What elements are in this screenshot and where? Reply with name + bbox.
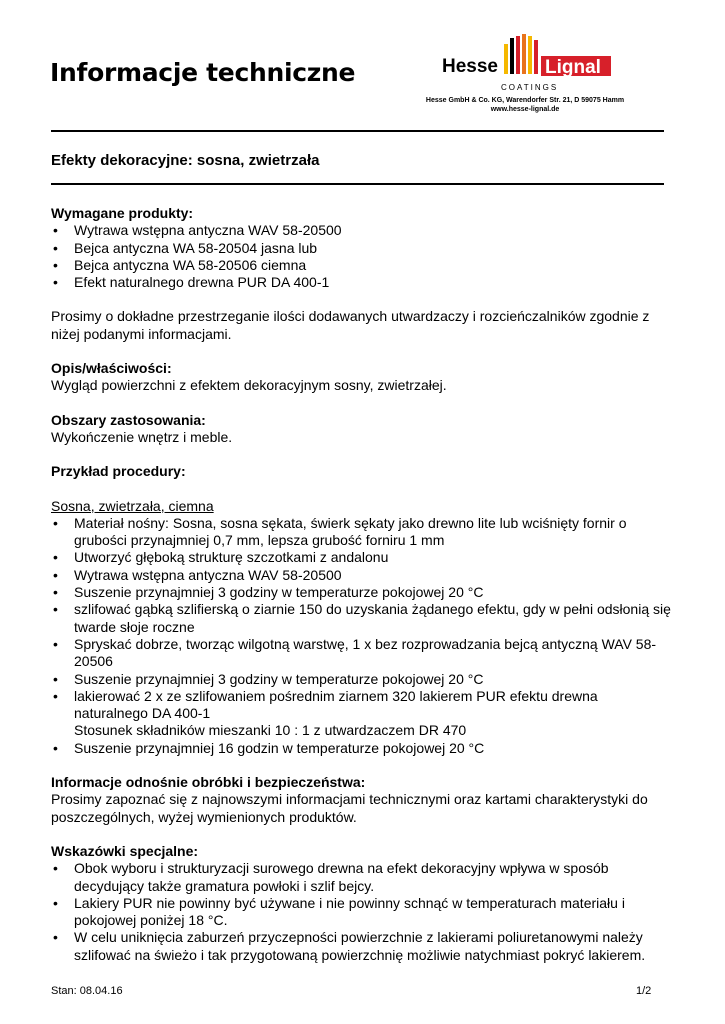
- document-subtitle: Efekty dekoracyjne: sosna, zwietrzała: [51, 152, 320, 169]
- list-item: • Wytrawa wstępna antyczna WAV 58-20500: [51, 222, 671, 239]
- list-item: • W celu uniknięcia zaburzeń przyczepności powierzchnie z lakierami poliuretanowymi należy szlifować na świeżo i tak przygotowaną powierzchnię możliwie natychmiast pokryć lakierem.: [51, 929, 671, 964]
- list-item: • Efekt naturalnego drewna PUR DA 400-1: [51, 274, 671, 291]
- description-text: Wygląd powierzchni z efektem dekoracyjnym sosny, zwietrzałej.: [51, 377, 447, 394]
- safety-heading: Informacje odnośnie obróbki i bezpieczeństwa:: [51, 774, 366, 791]
- list-item: • szlifować gąbką szlifierską o ziarnie 150 do uzyskania żądanego efektu, gdy w pełni odsłonią się twarde słoje roczne: [51, 601, 671, 636]
- safety-text: Prosimy zapoznać się z najnowszymi informacjami technicznymi oraz kartami charakterystyki do poszczególnych, wyżej wymienionych produktów.: [51, 791, 648, 825]
- special-heading: Wskazówki specjalne:: [51, 842, 199, 859]
- company-address: [380, 96, 670, 114]
- footer-date: Stan: 08.04.16: [51, 985, 123, 997]
- list-item: • Suszenie przynajmniej 3 godziny w temperaturze pokojowej 20 °C: [51, 671, 671, 688]
- application-heading: Obszary zastosowania:: [51, 411, 206, 428]
- company-web: www.hesse-lignal.de: [490, 106, 560, 113]
- document-body: [51, 205, 671, 964]
- logo-sub: COATINGS: [501, 83, 559, 92]
- list-item: • Bejca antyczna WA 58-20506 ciemna: [51, 257, 671, 274]
- list-item: • Materiał nośny: Sosna, sosna sękata, świerk sękaty jako drewno lite lub wciśnięty fornir o grubości przynajmniej 0,7 mm, lepsza grubość forniru 1 mm: [51, 515, 671, 550]
- logo-left-word: Hesse: [442, 56, 498, 77]
- list-item-text: lakierować 2 x ze szlifowaniem pośrednim ziarnem 320 lakierem PUR efektu drewna naturalnego DA 400-1: [74, 687, 598, 722]
- procedure-subheading: Sosna, zwietrzała, ciemna: [51, 497, 214, 514]
- products-list: [51, 222, 671, 291]
- list-item: • Lakiery PUR nie powinny być używane i nie powinny schnąć w temperaturach materiału i pokojowej poniżej 18 °C.: [51, 895, 671, 930]
- page-title: Informacje techniczne: [50, 58, 356, 87]
- subtitle-divider: [51, 183, 664, 185]
- special-list: [51, 860, 671, 964]
- products-heading: Wymagane produkty:: [51, 205, 194, 221]
- list-item: • Bejca antyczna WA 58-20504 jasna lub: [51, 240, 671, 257]
- procedure-heading: Przykład procedury:: [51, 463, 186, 480]
- list-item: • Obok wyboru i strukturyzacji surowego drewna na efekt dekoracyjny wpływa w sposób decydujący także gramatura powłoki i szlif bejcy.: [51, 860, 671, 895]
- footer-page-number: 1/2: [636, 985, 652, 997]
- application-text: Wykończenie wnętrz i meble.: [51, 428, 233, 445]
- logo-right-word: Lignal: [545, 57, 601, 78]
- products-note: Prosimy o dokładne przestrzeganie ilości dodawanych utwardzaczy i rozcieńczalników zgodnie z niżej podanymi informacjami.: [51, 308, 650, 342]
- company-line: Hesse GmbH & Co. KG, Warendorfer Str. 21, D 59075 Hamm: [425, 97, 625, 104]
- list-item: [51, 688, 671, 740]
- list-item: • Utworzyć głęboką strukturę szczotkami z andalonu: [51, 549, 671, 566]
- logo-flame-icon: [504, 34, 538, 74]
- procedure-list: [51, 515, 671, 757]
- list-item: • Suszenie przynajmniej 16 godzin w temperaturze pokojowej 20 °C: [51, 740, 671, 757]
- list-item: • Suszenie przynajmniej 3 godziny w temperaturze pokojowej 20 °C: [51, 584, 671, 601]
- list-item: • Wytrawa wstępna antyczna WAV 58-20500: [51, 567, 671, 584]
- description-heading: Opis/właściwości:: [51, 360, 172, 377]
- top-divider: [51, 130, 664, 132]
- list-item: • Spryskać dobrze, tworząc wilgotną warstwę, 1 x bez rozprowadzania bejcą antyczną WAV 58-20506: [51, 636, 671, 671]
- ratio-line: Stosunek składników mieszanki 10 : 1 z utwardzaczem DR 470: [74, 722, 467, 739]
